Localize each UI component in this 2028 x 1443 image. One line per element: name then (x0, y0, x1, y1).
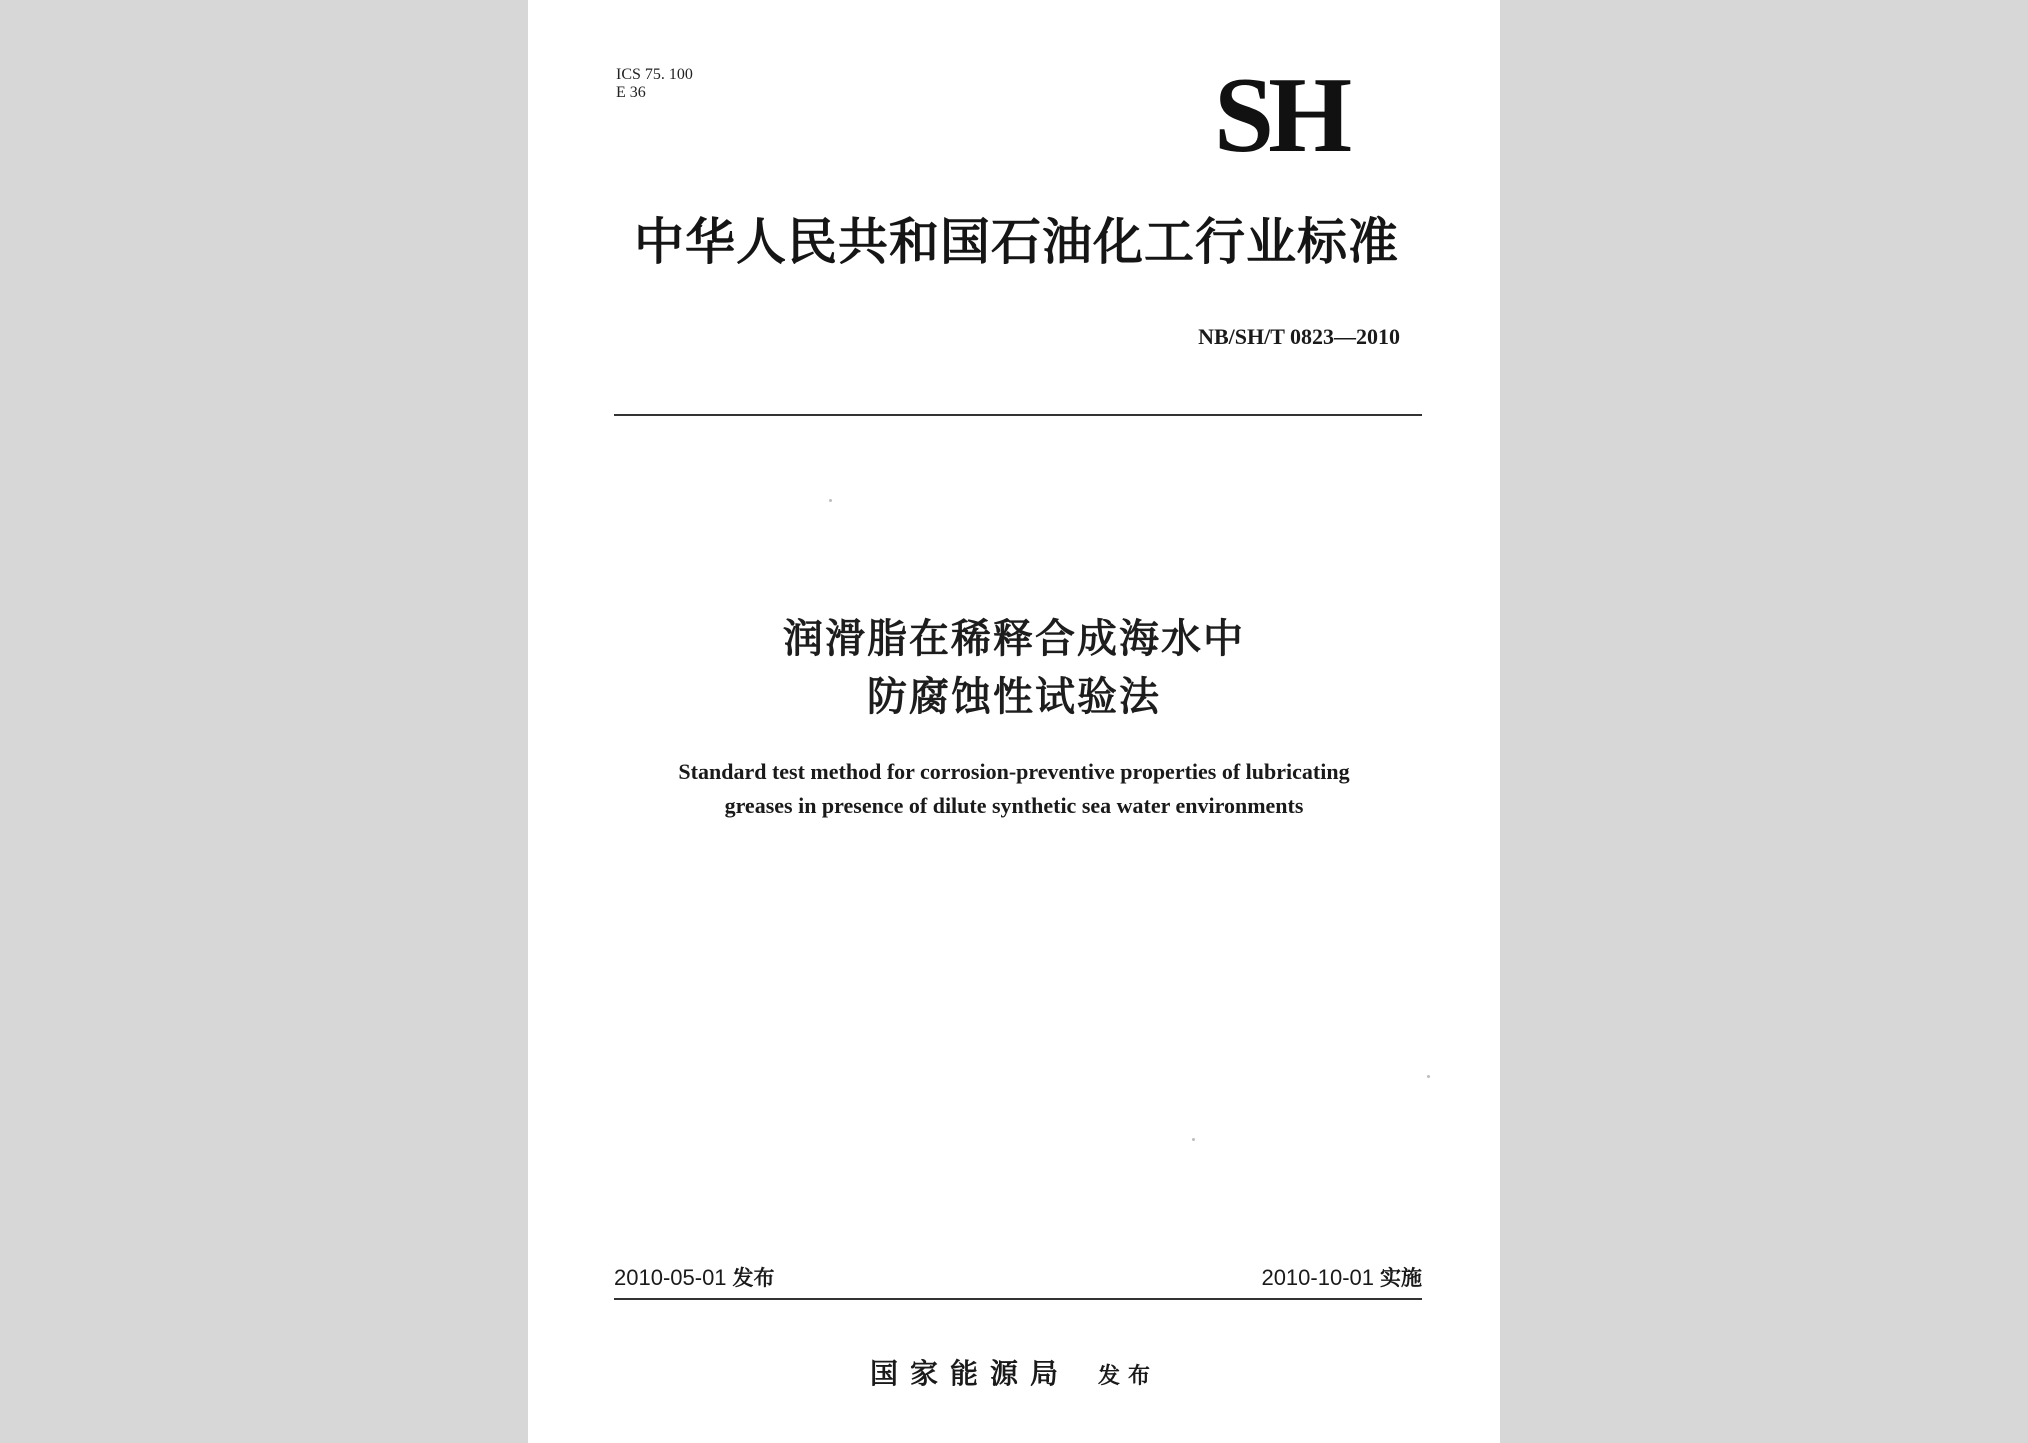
title-cn-line2: 防腐蚀性试验法 (867, 674, 1161, 720)
ics-code: ICS 75. 100 (616, 66, 693, 83)
publisher-action: 发布 (1098, 1364, 1159, 1389)
top-divider (614, 414, 1422, 416)
scan-speck (829, 499, 832, 502)
bottom-divider (614, 1298, 1422, 1300)
standard-number: NB/SH/T 0823—2010 (1198, 324, 1400, 349)
classification-codes (616, 66, 693, 102)
title-cn-line1: 润滑脂在稀释合成海水中 (783, 616, 1245, 662)
document-page (528, 0, 1500, 1443)
title-en-line1: Standard test method for corrosion-preventive properties of lubricating (678, 759, 1350, 784)
scan-speck (1192, 1138, 1195, 1141)
title-en-line2: greases in presence of dilute synthetic sea water environments (724, 793, 1304, 818)
publisher-line (528, 1352, 1500, 1392)
scan-speck (1427, 1075, 1430, 1078)
effective-label: 实施 (1380, 1266, 1422, 1290)
issue-date: 2010-05-01 (614, 1265, 727, 1290)
class-code: E 36 (616, 84, 646, 101)
effective-date: 2010-10-01 (1261, 1265, 1374, 1290)
sh-logo: SH (1214, 56, 1347, 175)
effective-date-block (1261, 1262, 1422, 1292)
issue-date-block (614, 1262, 775, 1292)
issue-label: 发布 (732, 1266, 775, 1290)
publisher-name: 国家能源局 (869, 1357, 1070, 1390)
organization-title: 中华人民共和国石油化工行业标准 (634, 213, 1399, 271)
